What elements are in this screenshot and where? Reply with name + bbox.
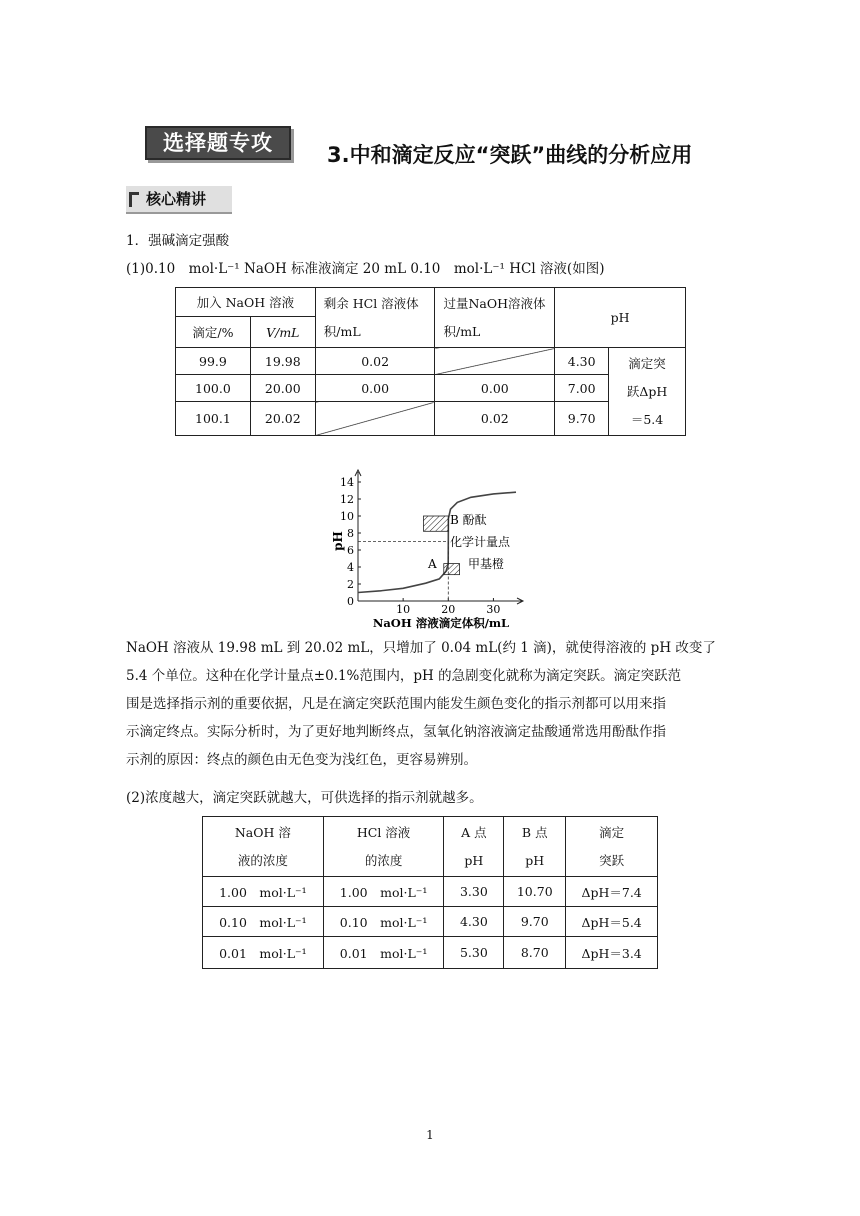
- cell-hcl-conc: 1.00 mol·L⁻¹: [323, 877, 444, 907]
- page-number: 1: [426, 1128, 434, 1142]
- phenolphthalein-range-box: [423, 516, 448, 531]
- x-tick-label: 10: [396, 603, 411, 616]
- cell-jump: ΔpH＝7.4: [566, 877, 658, 907]
- header-volume: V/mL: [250, 317, 315, 348]
- cell-vol: 20.00: [250, 375, 315, 402]
- ph-jump-line: 滴定突: [628, 355, 666, 371]
- y-tick-label: 10: [340, 510, 354, 523]
- cell-pct: 99.9: [176, 348, 251, 375]
- cell-b-ph: 9.70: [504, 907, 566, 937]
- header-remaining-hcl: 剩余 HCl 溶液体积/mL: [315, 288, 435, 348]
- cell-naoh-conc: 1.00 mol·L⁻¹: [203, 877, 324, 907]
- y-tick-label: 12: [340, 493, 354, 506]
- section-label: 核心精讲: [146, 190, 207, 208]
- methyl-orange-range-box: [444, 564, 460, 575]
- cell-empty-slash: [435, 348, 555, 375]
- paragraph-line: NaOH 溶液从 19.98 mL 到 20.02 mL，只增加了 0.04 mL(约 1 滴)，就使得溶液的 pH 改变了: [126, 640, 716, 656]
- cell-naoh-conc: 0.10 mol·L⁻¹: [203, 907, 324, 937]
- annotation-b-phenolphthalein: B 酚酞: [450, 513, 487, 527]
- cell-a-ph: 3.30: [444, 877, 504, 907]
- cell-b-ph: 10.70: [504, 877, 566, 907]
- header-excess-naoh: 过量NaOH溶液体积/mL: [435, 288, 555, 348]
- annotation-a: A: [428, 557, 437, 571]
- cell-b-ph: 8.70: [504, 937, 566, 969]
- explanation-paragraph: [126, 634, 736, 774]
- ph-jump-line: 跃ΔpH: [626, 383, 668, 399]
- concentration-table: [202, 816, 658, 969]
- y-tick-label: 8: [347, 527, 354, 540]
- cell-a-ph: 4.30: [444, 907, 504, 937]
- cell-pct: 100.0: [176, 375, 251, 402]
- header-a-ph: A 点 pH: [444, 817, 504, 877]
- cell-empty-slash: [315, 402, 435, 436]
- paragraph-line: 示滴定终点。实际分析时，为了更好地判断终点，氢氧化钠溶液滴定盐酸通常选用酚酞作指: [126, 724, 666, 740]
- annotation-methyl-orange: 甲基橙: [468, 557, 505, 571]
- y-tick-label: 2: [347, 578, 354, 591]
- header-hcl-conc: HCl 溶液 的浓度: [323, 817, 444, 877]
- y-axis-label: pH: [331, 531, 345, 551]
- paragraph-line: 5.4 个单位。这种在化学计量点±0.1%范围内，pH 的急剧变化就称为滴定突跃。滴定突跃范: [126, 668, 682, 684]
- topic-banner: 选择题专攻: [145, 126, 291, 160]
- y-tick-label: 6: [347, 544, 354, 557]
- header-naoh-conc: NaOH 溶 液的浓度: [203, 817, 324, 877]
- item2-text: (2)浓度越大，滴定突跃就越大，可供选择的指示剂就越多。: [126, 790, 483, 806]
- cell-hcl: 0.02: [315, 348, 435, 375]
- cell-pct: 100.1: [176, 402, 251, 436]
- x-axis-label: NaOH 溶液滴定体积/mL: [372, 616, 510, 630]
- titration-table: [175, 287, 686, 436]
- section-marker-icon: [129, 192, 139, 207]
- paragraph-line: 围是选择指示剂的重要依据，凡是在滴定突跃范围内能发生颜色变化的指示剂都可以用来指: [126, 696, 666, 712]
- item1-intro: (1)0.10 mol·L⁻¹ NaOH 标准液滴定 20 mL 0.10 mol·L⁻¹ HCl 溶液(如图): [126, 261, 605, 277]
- y-tick-label: 0: [347, 595, 354, 608]
- ph-jump-cell: [609, 348, 686, 436]
- page-title: 3.中和滴定反应“突跃”曲线的分析应用: [327, 143, 693, 167]
- header-naoh-added: 加入 NaOH 溶液: [176, 288, 316, 317]
- paragraph-line: 示剂的原因：终点的颜色由无色变为浅红色，更容易辨别。: [126, 752, 477, 768]
- cell-hcl-conc: 0.01 mol·L⁻¹: [323, 937, 444, 969]
- cell-a-ph: 5.30: [444, 937, 504, 969]
- ph-jump-line: ＝5.4: [630, 411, 664, 427]
- cell-vol: 20.02: [250, 402, 315, 436]
- header-jump: 滴定 突跃: [566, 817, 658, 877]
- section-header: [126, 186, 232, 214]
- header-titration-pct: 滴定/%: [176, 317, 251, 348]
- cell-naoh-conc: 0.01 mol·L⁻¹: [203, 937, 324, 969]
- y-tick-label: 4: [347, 561, 354, 574]
- cell-excess: 0.00: [435, 375, 555, 402]
- annotation-equivalence-point: 化学计量点: [450, 535, 511, 549]
- cell-jump: ΔpH＝3.4: [566, 937, 658, 969]
- cell-hcl: 0.00: [315, 375, 435, 402]
- cell-ph: 7.00: [555, 375, 609, 402]
- header-b-ph: B 点 pH: [504, 817, 566, 877]
- cell-jump: ΔpH＝5.4: [566, 907, 658, 937]
- cell-ph: 9.70: [555, 402, 609, 436]
- x-tick-label: 30: [486, 603, 501, 616]
- titration-curve-chart: [325, 466, 540, 632]
- cell-ph: 4.30: [555, 348, 609, 375]
- y-tick-label: 14: [340, 476, 354, 489]
- cell-vol: 19.98: [250, 348, 315, 375]
- x-tick-label: 20: [441, 603, 456, 616]
- header-ph: pH: [555, 288, 686, 348]
- cell-hcl-conc: 0.10 mol·L⁻¹: [323, 907, 444, 937]
- item1-heading: 1．强碱滴定强酸: [126, 233, 230, 249]
- cell-excess: 0.02: [435, 402, 555, 436]
